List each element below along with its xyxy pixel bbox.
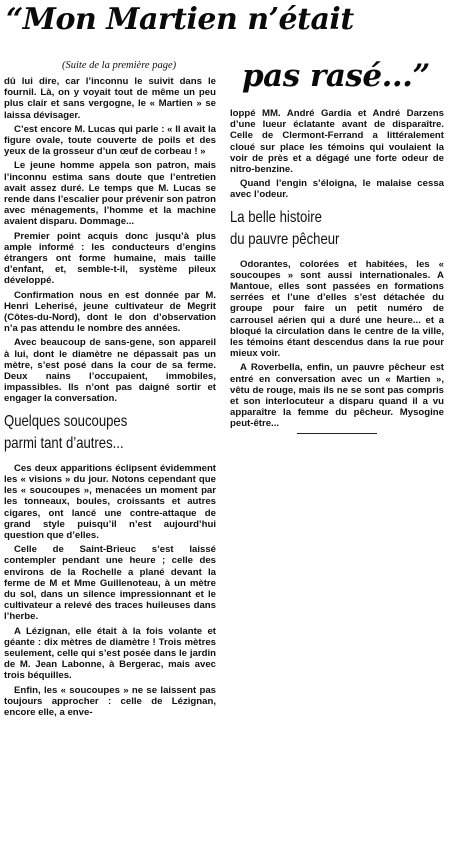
end-rule xyxy=(297,433,377,434)
headline-line-1: “Mon Martien n’était xyxy=(6,2,354,37)
section-heading-line: parmi tant d’autres... xyxy=(4,434,124,452)
paragraph: Confirmation nous en est donnée par M. Henri Leherisé, jeune cultivateur de Megrit (Côtes-du-Nord), dont le don d’observation n’a pas attendu le nombre des années. xyxy=(4,289,216,335)
section-heading-line: Quelques soucoupes xyxy=(4,412,128,430)
paragraph: A Lézignan, elle était à la fois volante et géante : dix mètres de diamètre ! Trois mètres seulement, celle qui s’est posée dans le jardin de M. Jean Labonne, à Bergerac, mais avec trois béquilles. xyxy=(4,625,216,682)
paragraph: A Roverbella, enfin, un pauvre pêcheur est entré en conversation avec un « Martien », vêtu de rouge, mais ils ne se sont pas compris et son interlocuteur a disparu quand il a vu apparaître la femme du pêcheur. Mysogine peut-être... xyxy=(230,362,444,430)
paragraph: loppé MM. André Gardia et André Darzens d’une lueur éclatante avant de disparaître. Celle de Clermont-Ferrand a littéralement cloué sur place les témoins qui voulaient la voir de près et a dégagé une forte odeur de nitro-benzine. xyxy=(230,108,444,176)
paragraph: Celle de Saint-Brieuc s’est laissé contempler pendant une heure ; celle des environs de la Rochelle a plané devant la ferme de M et Mme Guillenoteau, à un mètre du sol, dans un silence impressionnant et le cultivateur a relevé des traces huileuses dans l’herbe. xyxy=(4,544,216,623)
continuation-note: (Suite de la première page) xyxy=(62,60,177,71)
paragraph: Odorantes, colorées et habitées, les « soucoupes » sont aussi internationales. A Mantoue, elles sont passées en formations serrées et l’une d’elles s’est détachée du groupe pour faire un petit numéro de carrousel aérien qui a duré une heure... et a bloqué la circulation dans le centre de la ville, les témoins étant descendus dans la rue pour mieux voir. xyxy=(230,258,444,360)
headline-line-2: pas rasé...” xyxy=(242,58,430,94)
section-heading xyxy=(4,411,178,455)
paragraph: Premier point acquis donc jusqu’à plus ample informé : les conducteurs d’engins étrangers ont forme humaine, mais taille d’enfant, et, semble-t-il, système pileux développé. xyxy=(4,230,216,287)
section-heading-line: La belle histoire xyxy=(230,208,322,226)
paragraph: Le jeune homme appela son patron, mais l’inconnu estima sans doute que l’entretien avait assez duré. Le temps que M. Lucas se rende dans l’escalier pour prévenir son patron avec ménagements, l’homme et la machine avaient disparu. Dommage... xyxy=(4,160,216,228)
section-heading xyxy=(230,207,405,251)
section-heading-line: du pauvre pêcheur xyxy=(230,230,340,248)
paragraph: dû lui dire, car l’inconnu le suivit dans le fournil. Là, on y voyait tout de même un peu plus clair et sans vergogne, le « Martien » se laissa dévisager. xyxy=(4,76,216,121)
paragraph: Quand l’engin s’éloigna, le malaise cessa avec l’odeur. xyxy=(230,178,444,201)
left-column xyxy=(4,76,216,721)
right-column xyxy=(230,108,444,434)
paragraph: Enfin, les « soucoupes » ne se laissent pas toujours approcher : celle de Lézignan, encore elle, a enve- xyxy=(4,684,216,718)
paragraph: C’est encore M. Lucas qui parle : « Il avait la figure ovale, toute couverte de poils et des yeux de la grosseur d’un œuf de corbeau ! » xyxy=(4,123,216,158)
paragraph: Avec beaucoup de sans-gene, son appareil à lui, dont le diamètre ne dépassait pas un mètre, s’est posé dans la cour de sa ferme. Deux nains l’occupaient, immobiles, impassibles. Ils n’ont pas daigné sortir et engager la conversation. xyxy=(4,337,216,405)
paragraph: Ces deux apparitions éclipsent évidemment les « visions » du jour. Notons cependant que les « soucoupes », menacées un moment par les tonneaux, boules, croissants et autres cigares, ont lancé une contre-attaque de grand style puisqu’il n’est aujourd’hui question que d’elles. xyxy=(4,462,216,541)
